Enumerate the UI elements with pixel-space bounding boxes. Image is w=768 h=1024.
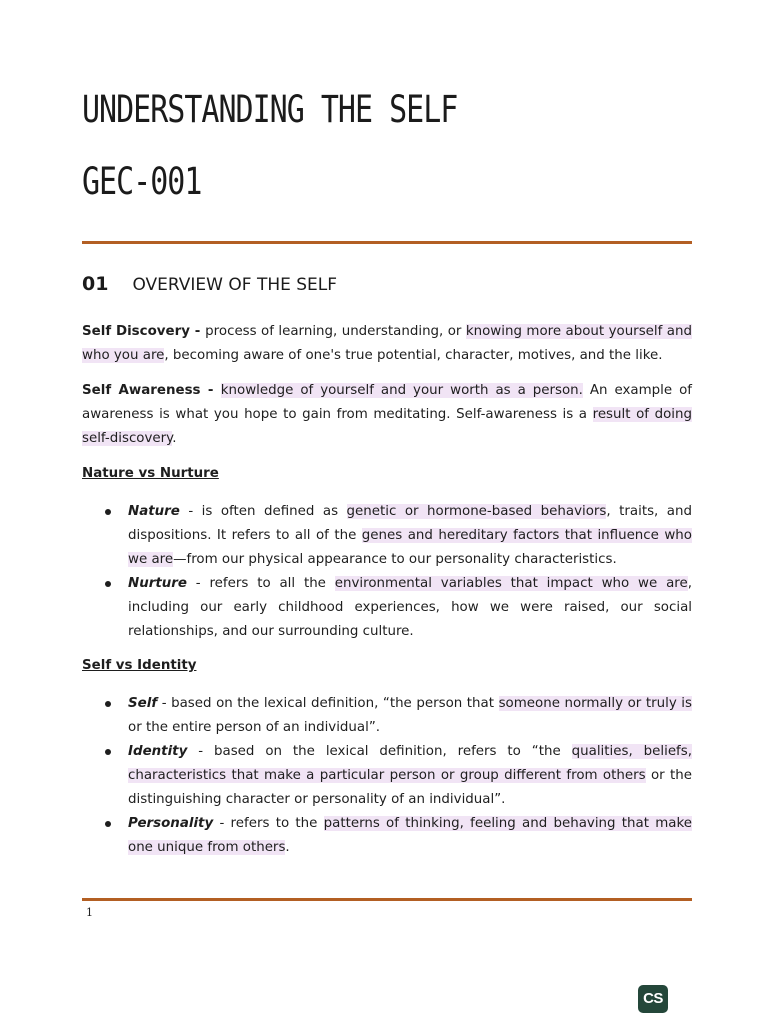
nurture-text-1: - refers to all the [186, 576, 335, 591]
section-title: OVERVIEW OF THE SELF [132, 275, 338, 295]
identity-text-2: or the distinguishing character or personality of an individual”. [128, 768, 692, 807]
self-discovery-separator: - [189, 324, 206, 339]
self-awareness-term: Self Awareness [82, 383, 201, 398]
camscanner-logo-icon: CS [638, 985, 668, 1013]
identity-highlight: qualities, beliefs, characteristics that make a particular person or group different from others [128, 744, 693, 783]
self-text-1: - based on the lexical definition, “the person that [157, 696, 499, 711]
nature-text-1: - is often defined as [179, 504, 347, 519]
personality-highlight: patterns of thinking, feeling and behaving that make one unique from others [128, 816, 692, 855]
top-divider [82, 241, 692, 244]
self-discovery-paragraph [82, 320, 692, 368]
nature-highlight-2: genes and hereditary factors that influence who we are [128, 528, 692, 567]
self-awareness-text-2: . [172, 431, 177, 446]
nature-nurture-list [82, 500, 692, 644]
course-code: GEC-001 [82, 160, 202, 204]
identity-term: Identity [128, 744, 188, 759]
list-item-nurture [82, 572, 692, 644]
self-text-2: or the entire person of an individual”. [128, 720, 381, 735]
self-discovery-text-1: process of learning, understanding, or [205, 324, 466, 339]
self-identity-list [82, 692, 692, 860]
nurture-text-2: , including our early childhood experiences, how we were raised, our social relationships, and our surrounding culture. [128, 576, 692, 639]
self-awareness-separator: - [200, 383, 221, 398]
list-item-identity [82, 740, 692, 812]
self-highlight: someone normally or truly is [498, 696, 692, 711]
self-awareness-highlight-1: knowledge of yourself and your worth as a person. [220, 383, 583, 398]
self-awareness-paragraph [82, 379, 692, 451]
personality-text-2: . [285, 840, 290, 855]
nature-vs-nurture-heading: Nature vs Nurture [82, 466, 219, 481]
self-awareness-highlight-2: result of doing self-discovery [82, 407, 692, 446]
nature-highlight-1: genetic or hormone-based behaviors [346, 504, 607, 519]
list-item-personality [82, 812, 692, 860]
section-number: 01 [82, 273, 109, 295]
list-item-nature [82, 500, 692, 572]
nurture-highlight: environmental variables that impact who we are [334, 576, 688, 591]
self-discovery-term: Self Discovery [82, 324, 190, 339]
identity-text-1: - based on the lexical definition, refers to “the [187, 744, 572, 759]
nature-term: Nature [128, 504, 180, 519]
personality-term: Personality [128, 816, 214, 831]
self-discovery-highlight: knowing more about yourself and who you are [82, 324, 692, 363]
document-body [82, 320, 692, 870]
nurture-term: Nurture [128, 576, 187, 591]
self-vs-identity-heading: Self vs Identity [82, 658, 197, 673]
self-term: Self [128, 696, 158, 711]
document-title: UNDERSTANDING THE SELF [82, 88, 458, 132]
list-item-self [82, 692, 692, 740]
self-awareness-text-1: An example of awareness is what you hope to gain from meditating. Self-awareness is a [82, 383, 692, 422]
personality-text-1: - refers to the [213, 816, 324, 831]
self-discovery-text-2: , becoming aware of one's true potential, character, motives, and the like. [164, 348, 663, 363]
nature-text-2: , traits, and dispositions. It refers to all of the [128, 504, 692, 543]
section-heading [82, 273, 337, 295]
nature-text-3: —from our physical appearance to our personality characteristics. [173, 552, 617, 567]
bottom-divider [82, 898, 692, 901]
page-number: 1 [86, 906, 93, 919]
